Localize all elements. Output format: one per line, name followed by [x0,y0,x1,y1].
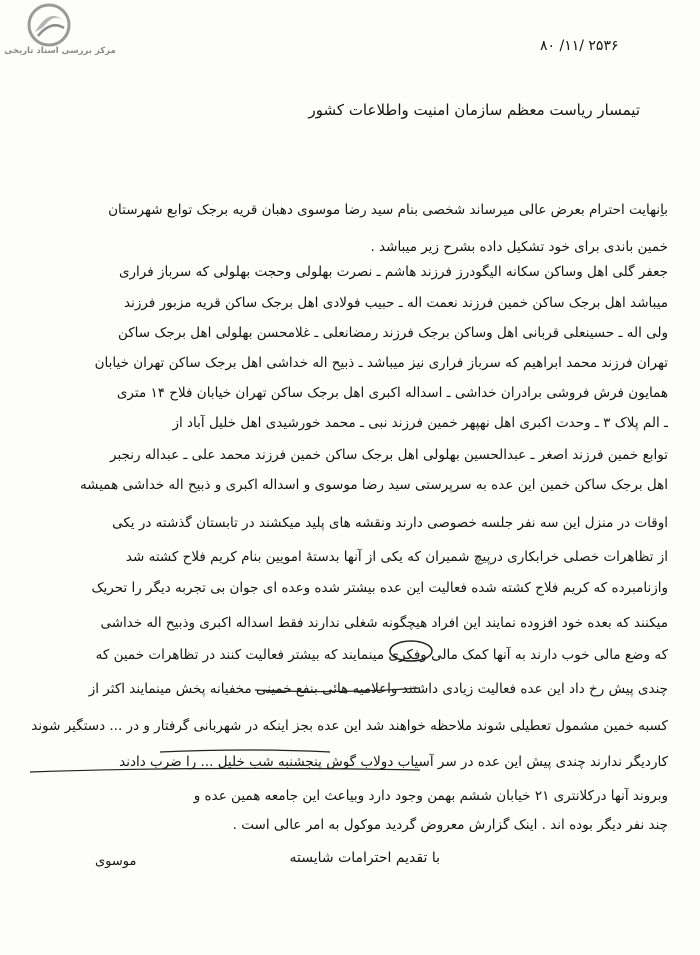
closing-line: با تقدیم احترامات شایسته [289,850,440,866]
body-line: ـ الم پلاک ۳ ـ وحدت اکبری اهل نهپهر خمین فرزند نبی ـ محمد خورشیدی اهل خلیل آباد از [172,415,668,431]
body-line: اوقات در منزل این سه نفر جلسه خصوصی دارند ونقشه های پلید میکشند در تابستان گذشته در یکی [112,515,668,531]
body-line: باِنهایت احترام بعرض عالی میرساند شخصی بنام سید رضا موسوی دهبان قریه برجک توابع شهرستان [108,202,668,218]
body-line: از تظاهرات خصلی خرابکاری درپیچ شمیران که یکی از آنها بدستهٔ امویین بنام کریم فلاح کشته شد [125,549,668,565]
body-line: میکنند که بعده خود افزوده نمایند این افراد هیچگونه شغلی ندارند فقط اسداله اکبری وذبیح اله خداشی [100,615,668,631]
body-line: اهل برجک ساکن خمین این عده به سرپرستی سید رضا موسوی و اسداله اکبری و ذبیح اله خداشی همیشه [79,477,668,493]
body-line: که وضع مالی خوب دارند به آنها کمک مالی وفکری مینمایند که بیشتر فعالیت کنند در تظاهرات خمین که [95,647,668,663]
body-line: کاردیگر ندارند چندی پیش این عده در سر آسیاب دولاب گوش پنجشنبه شب خلیل ... را ضرب دادند [119,754,668,770]
signature: موسوی [95,854,137,869]
body-line: ولی اله ـ حسینعلی قربانی اهل وساکن برجک فرزند رمضانعلی ـ غلامحسن بهلولی اهل برجک ساکن [117,325,668,341]
body-line: کسبه خمین مشمول تعطیلی شوند ملاحظه خواهند شد این عده بجز اینکه در شهربانی گرفتار و در ... دستگیر شوند [31,718,668,734]
body-line: خمین باندی برای خود تشکیل داده بشرح زیر میباشد . [370,239,668,255]
body-line: جعفر گلی اهل وساکن سکانه الیگودرز فرزند هاشم ـ نصرت بهلولی وحجت بهلولی که سرباز فراری [118,264,668,280]
archive-seal-icon [24,2,74,50]
body-line: چند نفر دیگر بوده اند . اینک گزارش معروض گردید موکول به امر عالی است . [232,817,668,833]
archive-logo-text: مرکز بررسی اسناد تاریخی [4,46,116,56]
body-line: همایون فرش فروشی برادران خداشی ـ اسداله اکبری اهل برجک ساکن تهران خیابان فلاح ۱۴ متری [116,385,668,401]
body-line: وبروند آنها درکلانتری ۲۱ خیابان ششم بهمن وجود دارد وبیاعث این جامعه همین عده و [193,788,668,804]
body-line: میباشد اهل برجک ساکن خمین فرزند نعمت اله ـ حبیب فولادی اهل برجک ساکن قریه مزبور فرزند [124,295,668,311]
document-heading: تیمسار ریاست معظم سازمان امنیت واطلاعات کشور [308,101,640,119]
document-number: ۸۰ /۱۱/ ۲۵۳۶ [540,38,619,54]
body-line: وازنامبرده که کریم فلاح کشته شده فعالیت این عده بیشتر شده وعده ای جوان بی تجربه دیگر را تحریک [91,580,668,596]
body-line: توابع خمین فرزند اصغر ـ عبدالحسین بهلولی اهل برجک ساکن خمین فرزند محمد علی ـ عبداله رنجبر [110,447,668,463]
archive-logo [4,2,116,66]
body-line: تهران فرزند محمد ابراهیم که سرباز فراری نیز میباشد ـ ذبیح اله خداشی اهل برجک ساکن تهران خیابان [94,355,668,371]
body-line: چندی پیش رخ داد این عده فعالیت زیادی داشتند واعلامیه هائی بنفع خمینی مخفیانه پخش مینمایند اکثر از [88,681,668,697]
